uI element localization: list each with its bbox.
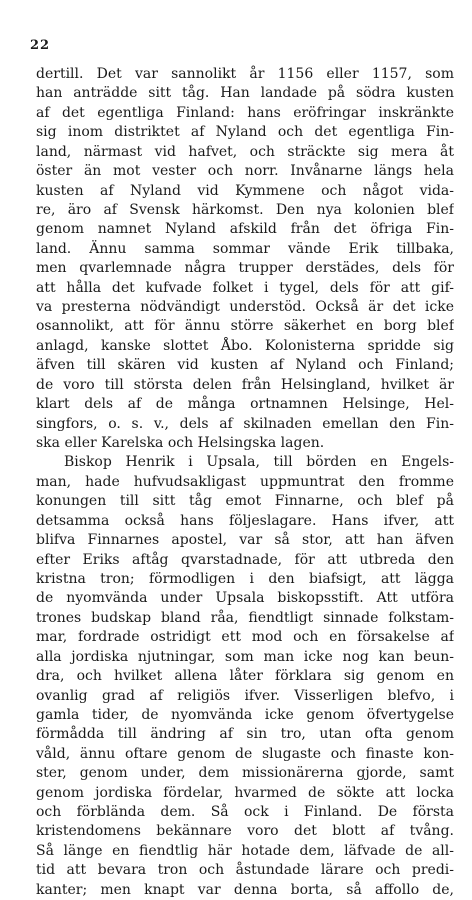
text-line: ster, genom under, dem missionärerna gjorde, samt (36, 765, 454, 782)
text-line: blifva Finnarnes apostel, var så stor, att han äfven (36, 532, 454, 549)
paragraph-end-line: ska eller Karelska och Helsingska lagen. (36, 435, 325, 452)
text-line: singfors, o. s. v., dels af skilnaden emellan den Fin- (36, 415, 454, 432)
text-line: och förblända dem. Så ock i Finland. De första (36, 804, 454, 821)
text-line: de nyomvända under Upsala biskopsstift. Att utföra (36, 590, 454, 607)
text-line: äfven till skären vid kusten af Nyland och Finland; (36, 357, 454, 374)
text-line: men qvarlemnade några trupper derstädes, dels för (36, 260, 454, 277)
text-line: sig inom distriktet af Nyland och det egentliga Fin- (36, 124, 454, 141)
text-line: dra, och hvilket allena låter förklara sig genom en (36, 668, 454, 685)
text-line: alla jordiska njutningar, som man icke nog kan beun- (36, 648, 454, 665)
text-line: genom jordiska fördelar, hvarmed de sökte att locka (36, 784, 454, 801)
text-line: kusten af Nyland vid Kymmene och något vida- (36, 182, 454, 199)
text-line: efter Eriks aftåg qvarstadnade, för att utbreda den (36, 551, 454, 568)
text-line: af det egentliga Finland: hans eröfringar inskränkte (36, 104, 454, 121)
text-line: kanter; men knapt var denna borta, så affollo de, (36, 881, 454, 898)
text-line: genom namnet Nyland afskild från det öfriga Fin- (36, 221, 454, 238)
text-line: mar, fordrade ostridigt ett mod och en försakelse af (36, 629, 454, 646)
text-line: re, äro af Svensk härkomst. Den nya kolonien blef (36, 201, 454, 218)
text-line: de voro till största delen från Helsingland, hvilket är (36, 376, 454, 393)
text-line: gamla tider, de nyomvända icke genom öfvertygelse (36, 706, 454, 723)
text-line: dertill. Det var sannolikt år 1156 eller 1157, som (36, 66, 454, 82)
text-line: osannolikt, att för ännu större säkerhet en borg blef (36, 318, 454, 335)
text-line: anlagd, kanske slottet Åbo. Kolonisterna spridde sig (36, 337, 454, 354)
text-line: land. Ännu samma sommar vände Erik tillbaka, (36, 240, 454, 257)
text-line: att hålla det kufvade folket i tygel, dels för att gif- (36, 279, 454, 296)
text-line: trones budskap bland råa, fiendtligt sinnade folkstam- (36, 609, 454, 626)
text-line: detsamma också hans följeslagare. Hans ifver, att (36, 512, 454, 529)
text-line: land, närmast vid hafvet, och sträckte sig mera åt (36, 143, 454, 160)
text-line: Så länge en fiendtlig här hotade dem, läfvade de all- (36, 842, 454, 859)
body-text (36, 65, 454, 900)
text-line: våld, ännu oftare genom de slugaste och finaste kon- (36, 745, 454, 762)
text-line: man, hade hufvudsakligast uppmuntrat den fromme (36, 473, 454, 490)
text-line: konungen till sitt tåg emot Finnarne, och blef på (36, 493, 454, 510)
paragraph-start-line: Biskop Henrik i Upsala, till börden en Engels- (64, 454, 454, 471)
text-line: ovanlig grad af religiös ifver. Visserligen blefvo, i (36, 687, 454, 704)
text-line: öster än mot vester och norr. Invånarne längs hela (36, 163, 454, 180)
text-line: va presterna nödvändigt understöd. Också är det icke (36, 299, 454, 316)
text-line: tid att bevara tron och åstundade lärare och predi- (36, 862, 454, 879)
text-line: han anträdde sitt tåg. Han landade på södra kusten (36, 85, 454, 102)
text-line: förmådda till ändring af sin tro, utan ofta genom (36, 726, 454, 743)
text-line: kristendomens bekännare voro det blott af tvång. (36, 823, 454, 840)
page-number: 22 (30, 38, 51, 53)
text-line: klart dels af de många ortnamnen Helsinge, Hel- (36, 396, 454, 413)
text-line: kristna tron; förmodligen i den biafsigt, att lägga (36, 570, 454, 587)
